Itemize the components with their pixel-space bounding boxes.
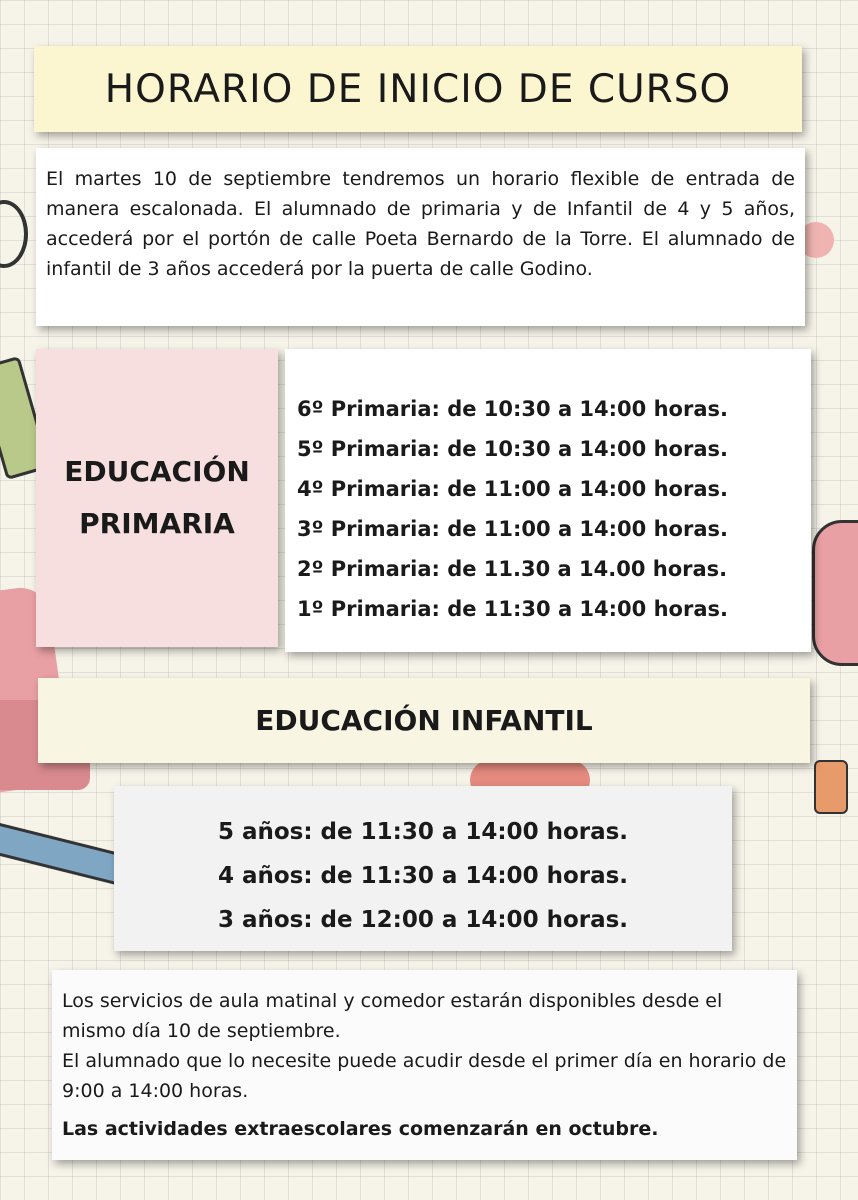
intro-text: El martes 10 de septiembre tendremos un horario flexible de entrada de manera escalonada. El alumnado de primaria y de Infantil de 4 y 5 años, accederá por el portón de calle Poeta Bernardo de la Torre. El alumnado de infantil de 3 años accederá por la puerta de calle Godino. xyxy=(46,168,795,280)
infantil-row-5: 5 años: de 11:30 a 14:00 horas. xyxy=(217,819,629,845)
pencil-decoration xyxy=(0,822,128,886)
primaria-label-line1: EDUCACIÓN xyxy=(64,455,250,488)
infantil-header-banner xyxy=(38,678,810,763)
eraser-decoration xyxy=(812,520,858,666)
intro-panel xyxy=(36,148,805,326)
infantil-row-3: 3 años: de 12:00 a 14:00 horas. xyxy=(217,907,629,933)
infantil-row-4: 4 años: de 11:30 a 14:00 horas. xyxy=(217,863,629,889)
primaria-schedule-panel xyxy=(285,349,811,652)
notes-panel xyxy=(52,970,797,1160)
crayon-decoration xyxy=(814,760,848,814)
title-banner xyxy=(34,46,802,132)
infantil-schedule-panel xyxy=(114,786,732,951)
primaria-label-line2: PRIMARIA xyxy=(79,507,235,540)
schedule-row-2: 2º Primaria: de 11.30 a 14.00 horas. xyxy=(297,557,728,581)
scribble-decoration xyxy=(0,200,28,268)
schedule-row-6: 6º Primaria: de 10:30 a 14:00 horas. xyxy=(297,397,728,421)
page-title: HORARIO DE INICIO DE CURSO xyxy=(104,66,732,112)
schedule-row-4: 4º Primaria: de 11:00 a 14:00 horas. xyxy=(297,477,728,501)
note-final: Las actividades extraescolares comenzarán en octubre. xyxy=(62,1118,659,1140)
infantil-header: EDUCACIÓN INFANTIL xyxy=(255,704,593,737)
primaria-label-panel xyxy=(36,349,278,647)
note-line-2: El alumnado que lo necesite puede acudir desde el primer día en horario de 9:00 a 14:00 horas. xyxy=(62,1050,787,1102)
schedule-row-1: 1º Primaria: de 11:30 a 14:00 horas. xyxy=(297,597,728,621)
note-line-1: Los servicios de aula matinal y comedor estarán disponibles desde el mismo día 10 de septiembre. xyxy=(62,990,723,1042)
schedule-row-5: 5º Primaria: de 10:30 a 14:00 horas. xyxy=(297,437,728,461)
schedule-row-3: 3º Primaria: de 11:00 a 14:00 horas. xyxy=(297,517,728,541)
